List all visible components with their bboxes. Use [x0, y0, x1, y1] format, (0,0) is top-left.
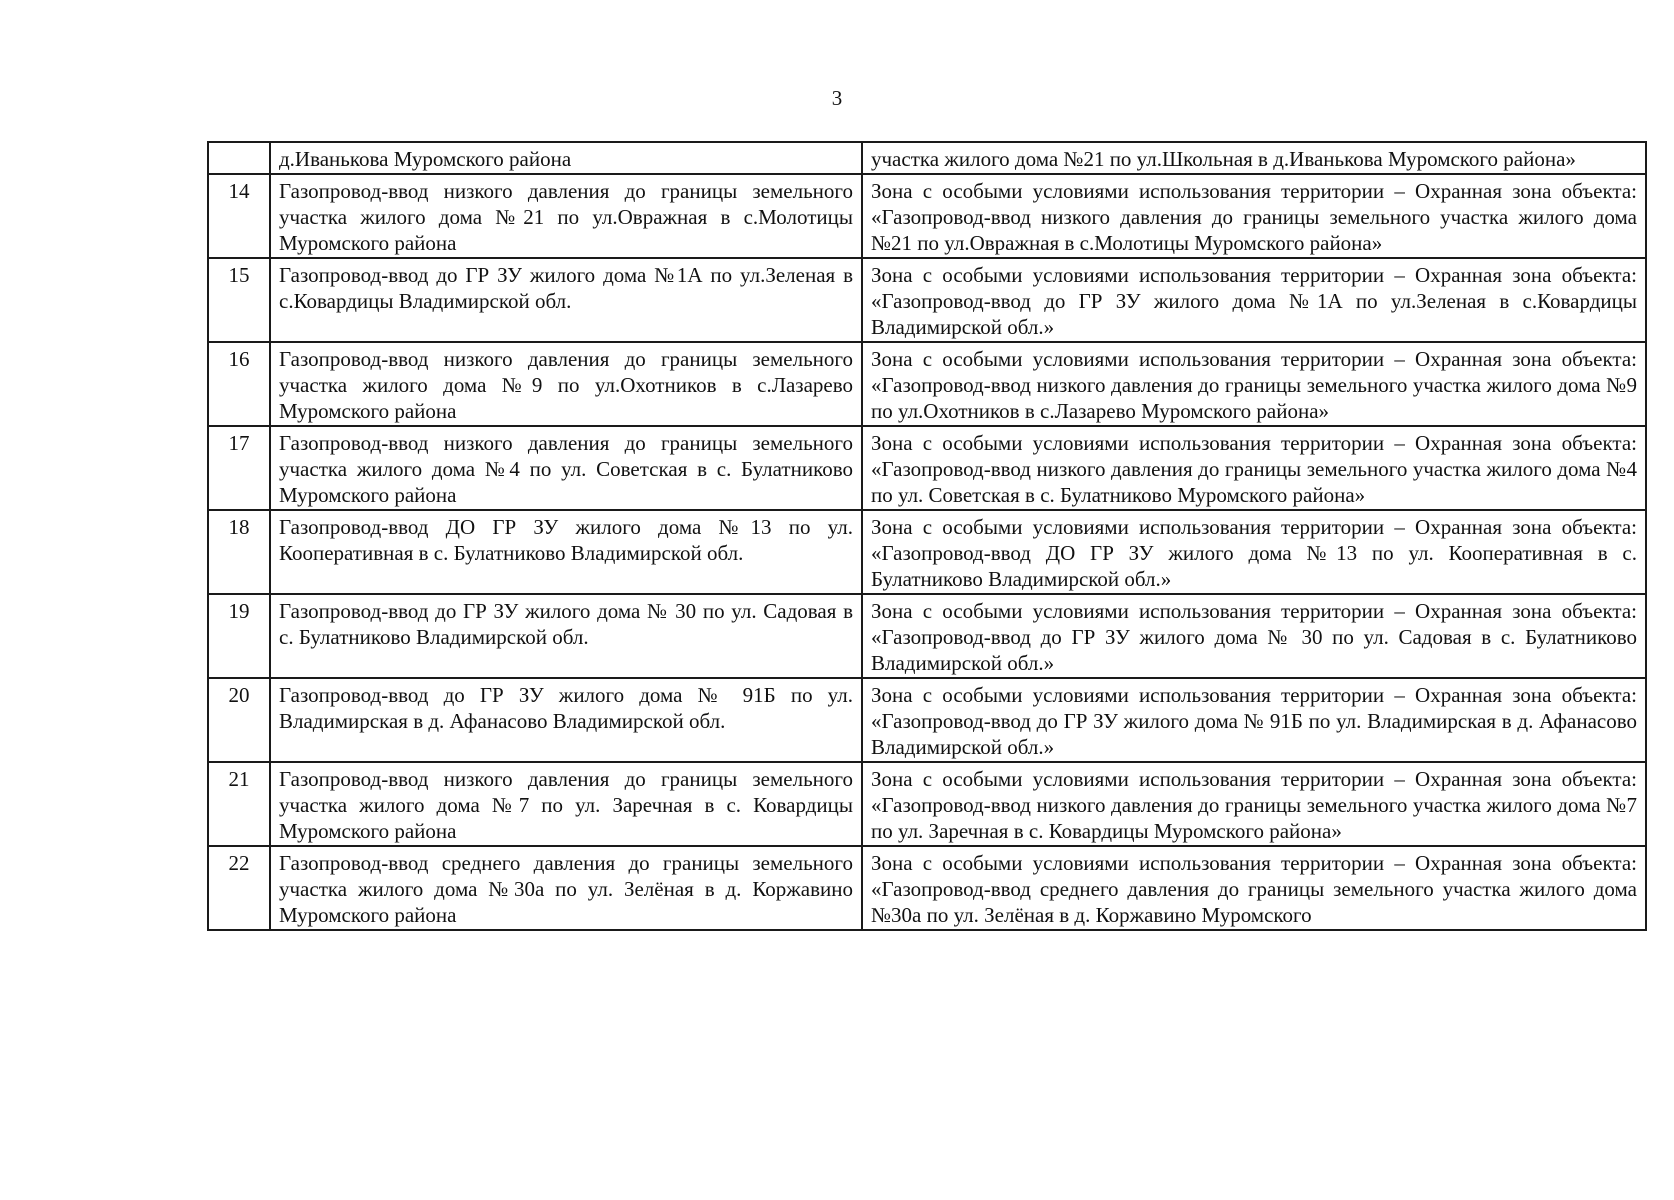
- object-name: Газопровод-ввод до ГР ЗУ жилого дома № 91Б по ул. Владимирская в д. Афанасово Владимирской обл.: [270, 678, 862, 762]
- zone-description: Зона с особыми условиями использования территории – Охранная зона объекта: «Газопровод-ввод низкого давления до границы земельного участка жилого дома №21 по ул.Овражная в с.Молотицы Муромского района»: [862, 174, 1646, 258]
- row-number: 14: [208, 174, 270, 258]
- table-row: [208, 142, 1646, 174]
- row-number: 17: [208, 426, 270, 510]
- table-row: [208, 678, 1646, 762]
- object-name: Газопровод-ввод низкого давления до границы земельного участка жилого дома №21 по ул.Овражная в с.Молотицы Муромского района: [270, 174, 862, 258]
- row-number: 18: [208, 510, 270, 594]
- object-name: д.Иванькова Муромского района: [270, 142, 862, 174]
- row-number: 20: [208, 678, 270, 762]
- zone-description: участка жилого дома №21 по ул.Школьная в д.Иванькова Муромского района»: [862, 142, 1646, 174]
- object-name: Газопровод-ввод до ГР ЗУ жилого дома № 30 по ул. Садовая в с. Булатниково Владимирской обл.: [270, 594, 862, 678]
- row-number: 19: [208, 594, 270, 678]
- zone-description: Зона с особыми условиями использования территории – Охранная зона объекта: «Газопровод-ввод ДО ГР ЗУ жилого дома №13 по ул. Кооперативная в с. Булатниково Владимирской обл.»: [862, 510, 1646, 594]
- page-number: 3: [831, 86, 843, 110]
- table-row: [208, 426, 1646, 510]
- object-name: Газопровод-ввод до ГР ЗУ жилого дома №1А по ул.Зеленая в с.Ковардицы Владимирской обл.: [270, 258, 862, 342]
- zone-description: Зона с особыми условиями использования территории – Охранная зона объекта: «Газопровод-ввод низкого давления до границы земельного участка жилого дома №7 по ул. Заречная в с. Ковардицы Муромского района»: [862, 762, 1646, 846]
- zone-description: Зона с особыми условиями использования территории – Охранная зона объекта: «Газопровод-ввод до ГР ЗУ жилого дома № 91Б по ул. Владимирская в д. Афанасово Владимирской обл.»: [862, 678, 1646, 762]
- table-row: [208, 846, 1646, 930]
- row-number: 22: [208, 846, 270, 930]
- zone-description: Зона с особыми условиями использования территории – Охранная зона объекта: «Газопровод-ввод низкого давления до границы земельного участка жилого дома №4 по ул. Советская в с. Булатниково Муромского района»: [862, 426, 1646, 510]
- zone-description: Зона с особыми условиями использования территории – Охранная зона объекта: «Газопровод-ввод до ГР ЗУ жилого дома № 30 по ул. Садовая в с. Булатниково Владимирской обл.»: [862, 594, 1646, 678]
- zones-table: [207, 141, 1647, 931]
- row-number: 21: [208, 762, 270, 846]
- row-number: [208, 142, 270, 174]
- row-number: 16: [208, 342, 270, 426]
- table-row: [208, 258, 1646, 342]
- table-row: [208, 762, 1646, 846]
- zone-description: Зона с особыми условиями использования территории – Охранная зона объекта: «Газопровод-ввод до ГР ЗУ жилого дома №1А по ул.Зеленая в с.Ковардицы Владимирской обл.»: [862, 258, 1646, 342]
- object-name: Газопровод-ввод низкого давления до границы земельного участка жилого дома №9 по ул.Охотников в с.Лазарево Муромского района: [270, 342, 862, 426]
- table-row: [208, 174, 1646, 258]
- object-name: Газопровод-ввод низкого давления до границы земельного участка жилого дома №4 по ул. Советская в с. Булатниково Муромского района: [270, 426, 862, 510]
- object-name: Газопровод-ввод низкого давления до границы земельного участка жилого дома №7 по ул. Заречная в с. Ковардицы Муромского района: [270, 762, 862, 846]
- zone-description: Зона с особыми условиями использования территории – Охранная зона объекта: «Газопровод-ввод среднего давления до границы земельного участка жилого дома №30а по ул. Зелёная в д. Коржавино Муромского: [862, 846, 1646, 930]
- object-name: Газопровод-ввод среднего давления до границы земельного участка жилого дома №30а по ул. Зелёная в д. Коржавино Муромского района: [270, 846, 862, 930]
- object-name: Газопровод-ввод ДО ГР ЗУ жилого дома №13 по ул. Кооперативная в с. Булатниково Владимирской обл.: [270, 510, 862, 594]
- row-number: 15: [208, 258, 270, 342]
- table-row: [208, 594, 1646, 678]
- table-row: [208, 510, 1646, 594]
- zone-description: Зона с особыми условиями использования территории – Охранная зона объекта: «Газопровод-ввод низкого давления до границы земельного участка жилого дома №9 по ул.Охотников в с.Лазарево Муромского района»: [862, 342, 1646, 426]
- table-row: [208, 342, 1646, 426]
